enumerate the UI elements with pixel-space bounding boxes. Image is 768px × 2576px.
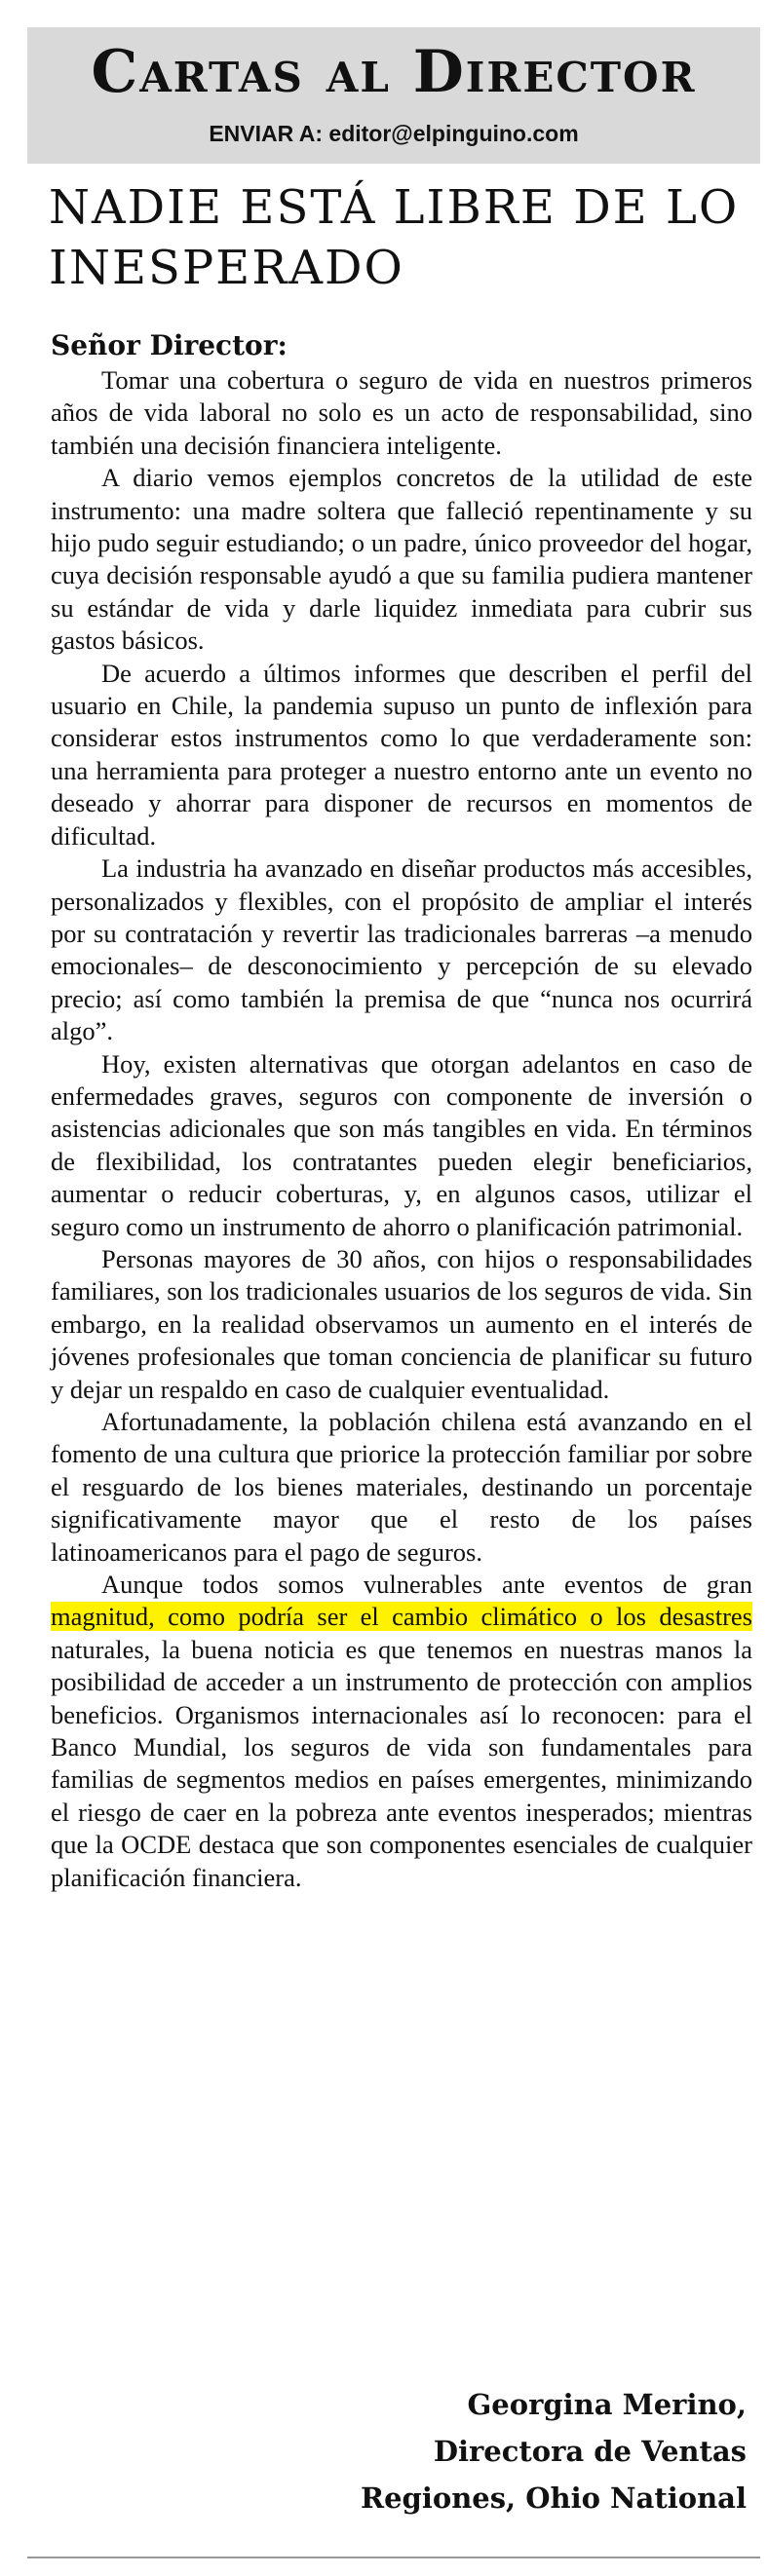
- paragraph: Tomar una cobertura o seguro de vida en nuestros primeros años de vida laboral no solo es un acto de responsabilidad, sino también una decisión financiera inteligente.: [51, 365, 752, 460]
- salutation: Señor Director:: [51, 329, 288, 361]
- paragraph-text: Aunque todos somos vulnerables ante eventos de gran: [101, 1570, 752, 1600]
- paragraph: Afortunadamente, la población chilena está avanzando en el fomento de una cultura que priorice la protección familiar por sobre el resguardo de los bienes materiales, destinando un porcentaje significativamente mayor que el resto de los países latinoamericanos para el pago de seguros.: [51, 1407, 752, 1567]
- paragraph: La industria ha avanzado en diseñar productos más accesibles, personalizados y flexibles, con el propósito de ampliar el interés por su contratación y revertir las tradicionales barreras –a menudo emocionales– de desconocimiento y percepción de su elevado precio; así como también la premisa de que “nunca nos ocurrirá algo”.: [51, 853, 752, 1046]
- bottom-divider: [27, 2557, 760, 2558]
- section-header: [27, 27, 760, 164]
- letter-headline: NADIE ESTÁ LIBRE DE LO INESPERADO: [49, 180, 740, 295]
- section-title: Cartas al Director: [91, 38, 697, 106]
- signature-company: Regiones, Ohio National: [361, 2481, 747, 2515]
- paragraph-with-highlight: [51, 1569, 752, 1894]
- paragraph: A diario vemos ejemplos concretos de la utilidad de este instrumento: una madre soltera que falleció repentinamente y su hijo pudo seguir estudiando; o un padre, único proveedor del hogar, cuya decisión responsable ayudó a que su familia pudiera mantener su estándar de vida y darle liquidez inmediata para cubrir sus gastos básicos.: [51, 463, 752, 656]
- paragraph-text: naturales, la buena noticia es que tenemos en nuestras manos la posibilidad de acceder a un instrumento de protección con amplios beneficios. Organismos internacionales así lo reconocen: para el Banco Mundial, los seguros de vida son fundamentales para familias de segmentos medios en países emergentes, minimizando el riesgo de caer en la pobreza ante eventos inesperados; mientras que la OCDE destaca que son componentes esenciales de cualquier planificación financiera.: [51, 1634, 752, 1892]
- signature-block: [361, 2381, 747, 2521]
- paragraph: Hoy, existen alternativas que otorgan adelantos en caso de enfermedades graves, seguros con componente de inversión o asistencias adicionales que son más tangibles en vida. En términos de flexibilidad, los contratantes pueden elegir beneficiarios, aumentar o reducir coberturas, y, en algunos casos, utilizar el seguro como un instrumento de ahorro o planificación patrimonial.: [51, 1048, 752, 1241]
- send-to-email: ENVIAR A: editor@elpinguino.com: [209, 121, 579, 146]
- letter-body: [51, 329, 752, 1894]
- paragraph: Personas mayores de 30 años, con hijos o responsabilidades familiares, son los tradicionales usuarios de los seguros de vida. Sin embargo, en la realidad observamos un aumento en el interés de jóvenes profesionales que toman conciencia de planificar su futuro y dejar un respaldo en caso de cualquier eventualidad.: [51, 1243, 752, 1404]
- signature-name: Georgina Merino,: [467, 2388, 747, 2421]
- signature-role: Directora de Ventas: [433, 2435, 747, 2468]
- highlighted-text: magnitud, como podría ser el cambio climático o los desastres: [51, 1602, 752, 1632]
- paragraph: De acuerdo a últimos informes que describen el perfil del usuario en Chile, la pandemia supuso un punto de inflexión para considerar estos instrumentos como lo que verdaderamente son: una herramienta para proteger a nuestro entorno ante un evento no deseado y ahorrar para disponer de recursos en momentos de dificultad.: [51, 658, 752, 851]
